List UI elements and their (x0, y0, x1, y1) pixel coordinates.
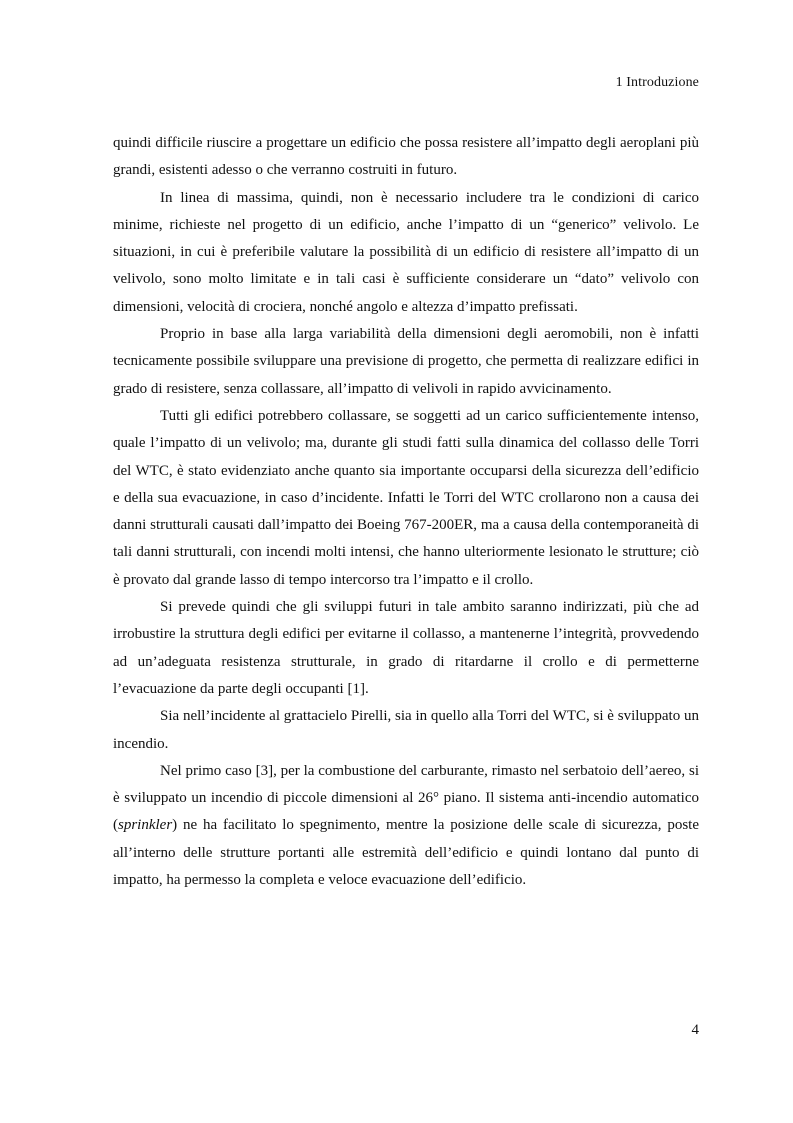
paragraph (113, 703, 699, 758)
paragraph-text: Si prevede quindi che gli sviluppi futuri in tale ambito saranno indirizzati, più che ad irrobustire la struttura degli edifici per evitarne il collasso, a mantenerne l’integrità, provvedendo ad un’adeguata resistenza strutturale, in grado di ritardarne il crollo e di permetterne l’evacuazione da parte degli occupanti [1]. (113, 599, 699, 697)
paragraph-text: Tutti gli edifici potrebbero collassare, se soggetti ad un carico sufficientemente intenso, quale l’impatto di un velivolo; ma, durante gli studi fatti sulla dinamica del collasso delle Torri del WTC, è stato evidenziato anche quanto sia importante occuparsi della sicurezza dell’edificio e della sua evacuazione, in caso d’incidente. Infatti le Torri del WTC crollarono non a causa dei danni strutturali causati dall’impatto dei Boeing 767-200ER, ma a causa della contemporaneità di tali danni strutturali, con incendi molti intensi, che hanno ulteriormente lesionato le strutture; ciò è provato dal grande lasso di tempo intercorso tra l’impatto e il crollo. (113, 407, 699, 588)
paragraph (113, 758, 699, 894)
paragraph (113, 321, 699, 403)
paragraph-text: In linea di massima, quindi, non è necessario includere tra le condizioni di carico minime, richieste nel progetto di un edificio, anche l’impatto di un “generico” velivolo. Le situazioni, in cui è preferibile valutare la possibilità di un edificio di resistere all’impatto di un velivolo, sono molto limitate e in tali casi è sufficiente considerare un “dato” velivolo con dimensioni, velocità di crociera, nonché angolo e altezza d’impatto prefissati. (113, 189, 699, 315)
paragraph (113, 130, 699, 185)
paragraph-text: Sia nell’incidente al grattacielo Pirelli, sia in quello alla Torri del WTC, si è sviluppato un incendio. (113, 708, 699, 752)
paragraph (113, 185, 699, 321)
paragraph (113, 403, 699, 594)
paragraph (113, 594, 699, 703)
page-number: 4 (691, 1022, 699, 1038)
paragraph-text: ) ne ha facilitato lo spegnimento, mentre la posizione delle scale di sicurezza, poste all’interno delle strutture portanti alle estremità dell’edificio e quindi lontano dal punto di impatto, ha permesso la completa e veloce evacuazione dell’edificio. (113, 817, 699, 889)
paragraph-text: Proprio in base alla larga variabilità della dimensioni degli aeromobili, non è infatti tecnicamente possibile sviluppare una previsione di progetto, che permetta di realizzare edifici in grado di resistere, senza collassare, all’impatto di velivoli in rapido avvicinamento. (113, 326, 699, 397)
document-body (113, 130, 699, 894)
paragraph-text: quindi difficile riuscire a progettare un edificio che possa resistere all’impatto degli aeroplani più grandi, esistenti adesso o che verranno costruiti in futuro. (113, 135, 699, 179)
italic-term: sprinkler (118, 817, 173, 834)
paragraph-text: Nel primo caso [3], per la combustione del carburante, rimasto nel serbatoio dell’aereo, si è sviluppato un incendio di piccole dimensioni al 26° piano. Il sistema anti-incendio automatico ( (113, 762, 699, 834)
running-head: 1 Introduzione (615, 75, 699, 90)
